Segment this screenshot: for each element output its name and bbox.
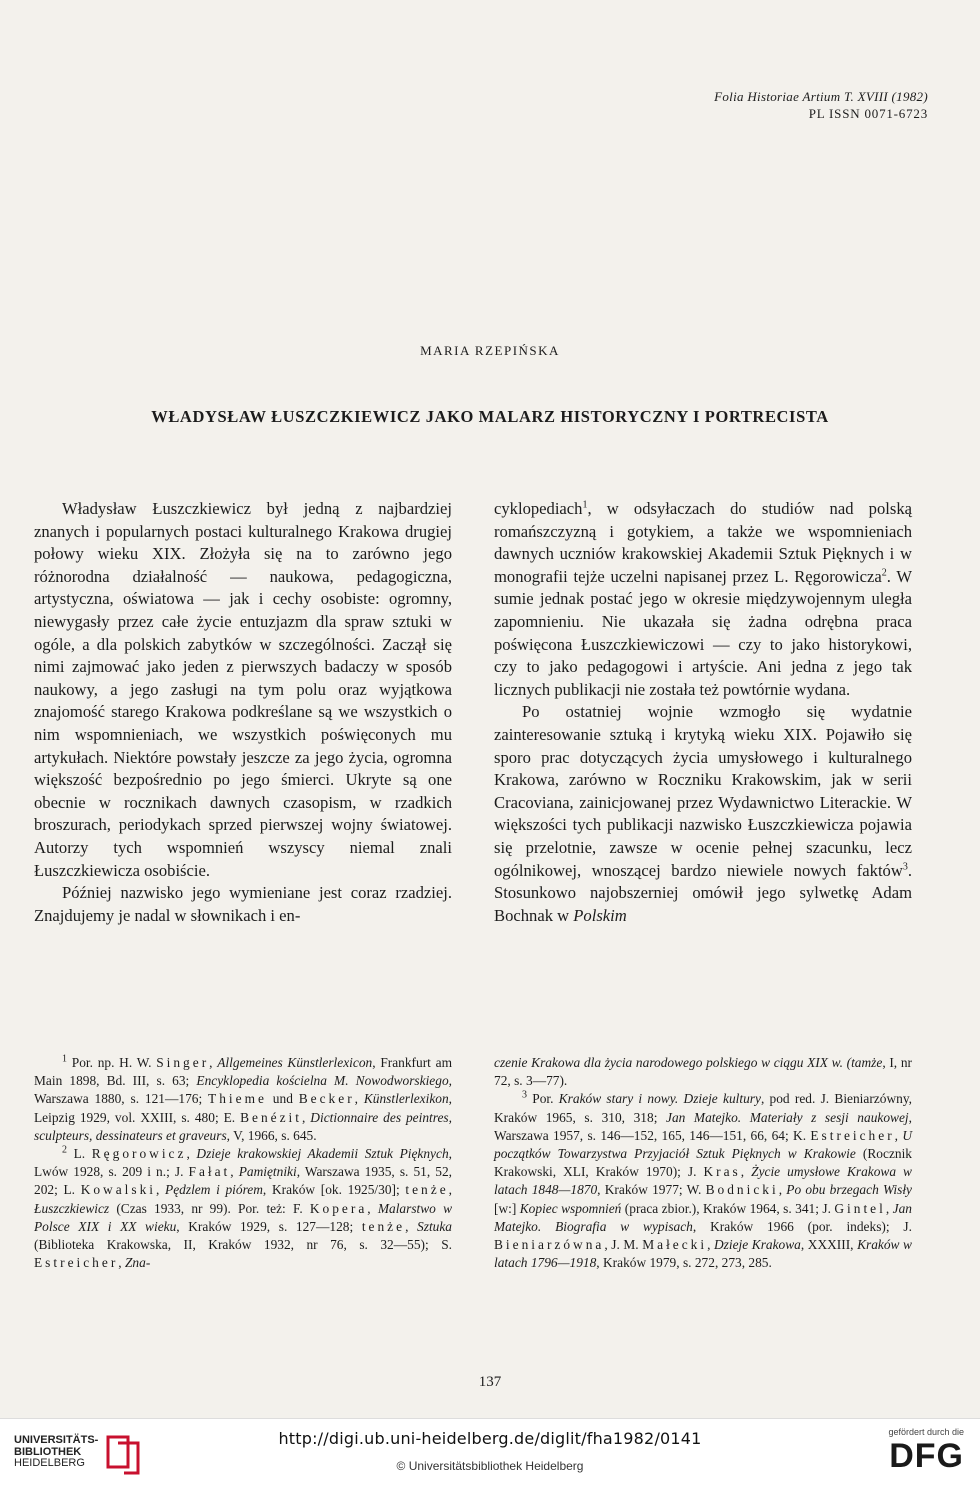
body-paragraph: Po ostatniej wojnie wzmogło się wydatnie zainteresowanie sztuką i krytyką wieku XIX. Pojawiło się sporo prac dotyczących życia umysłowego i kulturalnego Krakowa, zarówno w Roczniku Krakowskim, jak w serii Cracoviana, zainicjowanej przez Wydawnictwo Literackie. W większości tych publikacji nazwisko Łuszczkiewicza pojawia się przelotnie, zawsze w ocenie pełnej szacunku, lecz ogólnikowej, wnoszącej bardzo niewiele nowych faktów$^3$. Stosunkowo najobszerniej omówił jego sylwetkę Adam Bochnak w Polskim bbox=[494, 702, 912, 925]
footnote-3: $^3$ Por. Kraków stary i nowy. Dzieje kultury, pod red. J. Bieniarzówny, Kraków 1965, s. 310, 318; Jan Matejko. Materiały z sesji naukowej, Warszawa 1957, s. 146—152, 165, 146—151, 66, 64; K. Estreicher, U początków Towarzystwa Przyjaciół Sztuk Pięknych w Krakowie (Rocznik Krakowski, XLI, Kraków 1970); J. Kras, Życie umysłowe Krakowa w latach 1848—1870, Kraków 1977; W. Bodnicki, Po obu brzegach Wisły [w:] Kopiec wspomnień (praca zbior.), Kraków 1964, s. 341; J. Gintel, Jan Matejko. Biografia w wypisach, Kraków 1966 (por. indeks); J. Bieniarzówna, J. M. Małecki, Dzieje Krakowa, XXXIII, Kraków w latach 1796—1918, Kraków 1979, s. 272, 273, 285. bbox=[494, 1089, 913, 1271]
funded-by-label: gefördert durch die bbox=[888, 1427, 964, 1437]
permalink-url[interactable]: http://digi.ub.uni-heidelberg.de/diglit/fha1982/0141 bbox=[278, 1429, 702, 1448]
page-number: 137 bbox=[478, 1374, 502, 1390]
footnotes-right bbox=[494, 1054, 912, 1272]
journal-title: Folia Historiae Artium T. XVIII (1982) bbox=[714, 89, 928, 104]
body-column-left bbox=[34, 498, 452, 927]
dfg-logo[interactable] bbox=[864, 1427, 964, 1482]
article-author: MARIA RZEPIŃSKA bbox=[420, 343, 560, 358]
footnote-2: $^2$ L. Ręgorowicz, Dzieje krakowskiej Akademii Sztuk Pięknych, Lwów 1928, s. 209 i n.; J. Fałat, Pamiętniki, Warszawa 1935, s. 51, 52, 202; L. Kowalski, Pędzlem i piórem, Kraków [ok. 1925/30]; tenże, Łuszczkiewicz (Czas 1933, nr 99). Por. też: F. Kopera, Malarstwo w Polsce XIX i XX wieku, Kraków 1929, s. 127—128; tenże, Sztuka (Biblioteka Krakowska, II, Kraków 1932, nr 76, s. 32—55); S. Estreicher, Zna- bbox=[34, 1144, 452, 1271]
dfg-wordmark: DFG bbox=[889, 1437, 964, 1475]
library-name: UNIVERSITÄTS- BIBLIOTHEK HEIDELBERG bbox=[14, 1434, 99, 1469]
body-paragraph: Później nazwisko jego wymieniane jest coraz rzadziej. Znajdujemy je nadal w słownikach i en- bbox=[34, 883, 452, 925]
article-title: WŁADYSŁAW ŁUSZCZKIEWICZ JAKO MALARZ HISTORYCZNY I PORTRECISTA bbox=[151, 407, 829, 426]
footnote-ref[interactable]: 1 bbox=[582, 499, 588, 511]
journal-issn: PL ISSN 0071-6723 bbox=[808, 106, 928, 121]
body-paragraph: Władysław Łuszczkiewicz był jedną z najbardziej znanych i popularnych postaci kulturalnego Krakowa drugiej połowy wieku XIX. Złożyła się na to zarówno jego różnorodna działalność — naukowa, pedagogiczna, artystyczna, oświatowa — jak i cechy osobiste: ogromny, niewygasły przez całe życie entuzjazm dla spraw sztuki w ogóle, a dla polskich zabytków w szczególności. Zaczął się nimi zajmować jako jeden z pierwszych badaczy w sposób naukowy, a jego zasługi na tym polu oraz wyjątkowa znajomość starego Krakowa podkreślane są we wszystkich o nim wspomnieniach, we wszystkich poświęconych mu artykułach. Niektóre powstały jeszcze za jego życia, ogromna większość bezpośrednio po jego śmierci. Ukryte są one obecnie w rocznikach dawnych czasopism, w rzadkich broszurach, periodykach sprzed pierwszej wojny światowej. Autorzy tych wspomnień wszyscy niemal znali Łuszczkiewicza osobiście. bbox=[34, 499, 452, 880]
footnote-ref[interactable]: 2 bbox=[881, 567, 887, 579]
footnote-1: $^1$ Por. np. H. W. Singer, Allgemeines Künstlerlexicon, Frankfurt am Main 1898, Bd. III, s. 63; Encyklopedia kościelna M. Nowodworskiego, Warszawa 1880, s. 121—176; Thieme und Becker, Künstlerlexikon, Leipzig 1929, vol. XXIII, s. 480; E. Benézit, Dictionnaire des peintres, sculpteurs, dessinateurs et graveurs, V, 1966, s. 645. bbox=[34, 1053, 453, 1143]
journal-header bbox=[714, 88, 928, 122]
footnote-ref[interactable]: 3 bbox=[902, 860, 908, 872]
footnote-2-continued: czenie Krakowa dla życia narodowego polskiego w ciągu XIX w. (tamże, I, nr 72, s. 3—77). bbox=[494, 1055, 912, 1089]
viewer-footer bbox=[0, 1418, 980, 1486]
body-column-right bbox=[494, 498, 912, 927]
footnotes-left bbox=[34, 1054, 452, 1272]
copyright-notice: © Universitätsbibliothek Heidelberg bbox=[396, 1459, 584, 1473]
body-paragraph: cyklopediach$^1$, w odsyłaczach do studiów nad polską romańszczyzną i gotykiem, a także we wspomnieniach dawnych uczniów krakowskiej Akademii Sztuk Pięknych i w monografii tejże uczelni napisanej przez L. Ręgorowicza$^2$. W sumie jednak postać jego w okresie międzywojennym uległa zapomnieniu. Nie ukazała się żadna odrębna praca poświęcona Łuszczkiewiczowi — czy to jako historykowi, czy to jako pedagogowi i artyście. Ani jedna z jego tak licznych publikacji nie została też powtórnie wydana. bbox=[494, 499, 912, 699]
